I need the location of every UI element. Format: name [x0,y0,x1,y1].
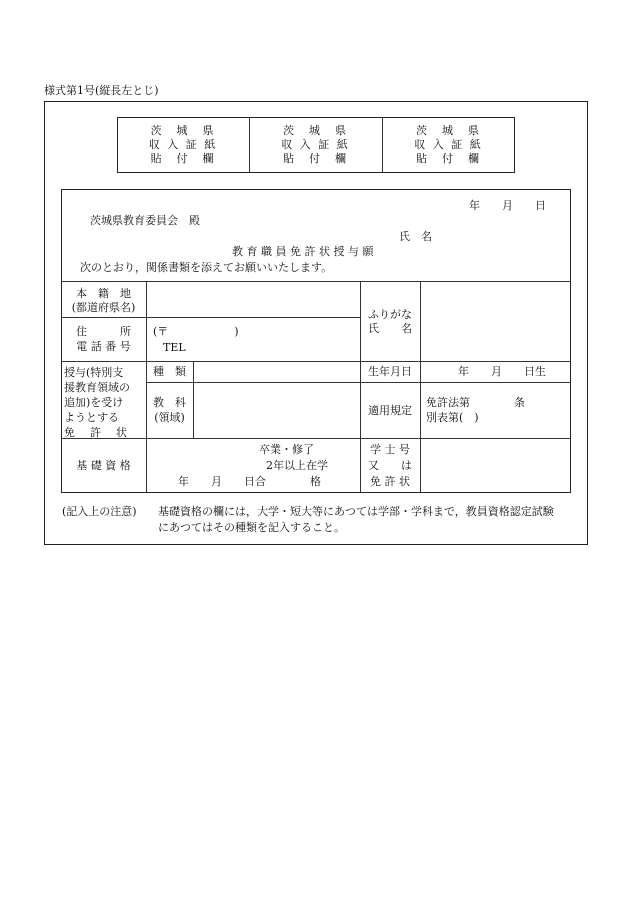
license-law-article[interactable]: 免許法第 条 [426,396,525,409]
license-label-line: 授与(特別支 [64,366,124,379]
stamp-line: 茨 城 県 [150,124,216,137]
degree-field[interactable] [421,439,570,492]
name-label: 氏 名 [368,322,412,335]
stamp-line: 茨 城 県 [416,124,481,137]
date-field[interactable]: 年 月 日 [469,199,546,212]
form-label: 様式第1号(縦長左とじ) [44,84,159,97]
or-label: 又 は [368,459,412,472]
stamp-line: 貼 付 欄 [416,152,481,165]
phone-label: 電 話 番 号 [76,340,131,353]
basic-qualification-label: 基 礎 資 格 [76,459,131,472]
stamp-line: 貼 付 欄 [283,152,348,165]
stamp-cell-3 [382,124,515,166]
address-label: 住 所 [76,325,131,338]
note-label: (記入上の注意) [62,505,137,518]
note-line-1: 基礎資格の欄には，大学・短大等にあつては学部・学科まで，教員資格認定試験 [158,505,554,518]
applicant-name-label: 氏 名 [399,230,432,243]
subject-field[interactable] [194,383,359,437]
license-label-line: 追加)を受け [64,396,124,409]
name-field[interactable] [421,282,570,360]
applicable-rule-label: 適用規定 [368,404,412,417]
degree-label: 学 士 号 [370,443,410,456]
intro-text: 次のとおり，関係書類を添えてお願いいたします。 [80,261,333,274]
note-line-2: にあつてはその種類を記入すること。 [158,521,345,534]
subject-label: 教 科 [153,396,186,409]
pass-date-field[interactable]: 年 月 日合 格 [178,475,321,488]
subject-sublabel: (領域) [154,411,185,424]
license-label-2: 免 許 状 [370,475,410,488]
enrollment-text: 2年以上在学 [266,459,328,472]
stamp-line: 茨 城 県 [283,124,348,137]
license-label-line: 免 許 状 [64,426,129,439]
tel-label: TEL [163,341,186,354]
honseki-field[interactable] [147,282,359,316]
stamp-line: 収 入 証 紙 [281,138,350,151]
appendix-table[interactable]: 別表第( ) [426,411,479,424]
license-label-line: ようとする [64,411,119,424]
birthdate-label: 生年月日 [368,365,412,378]
type-field[interactable] [194,362,359,381]
graduation-text: 卒業・修了 [259,443,314,456]
stamp-line: 収 入 証 紙 [414,138,483,151]
stamp-cell-2 [249,124,382,166]
birthdate-field[interactable]: 年 月 日生 [458,365,546,378]
honseki-label: 本 籍 地 [76,287,131,300]
honseki-sublabel: (都道府県名) [71,301,136,314]
type-label: 種 類 [153,365,186,378]
postal-code-field[interactable]: (〒 ) [153,325,239,338]
furigana-label: ふりがな [368,308,412,321]
stamp-line: 貼 付 欄 [150,152,216,165]
stamp-line: 収 入 証 紙 [148,138,218,151]
addressee: 茨城県教育委員会 殿 [90,214,200,227]
license-label [64,365,144,440]
stamp-cell-1 [117,124,249,166]
license-label-line: 援教育領域の [64,381,130,394]
form-title: 教 育 職 員 免 許 状 授 与 願 [232,245,374,258]
